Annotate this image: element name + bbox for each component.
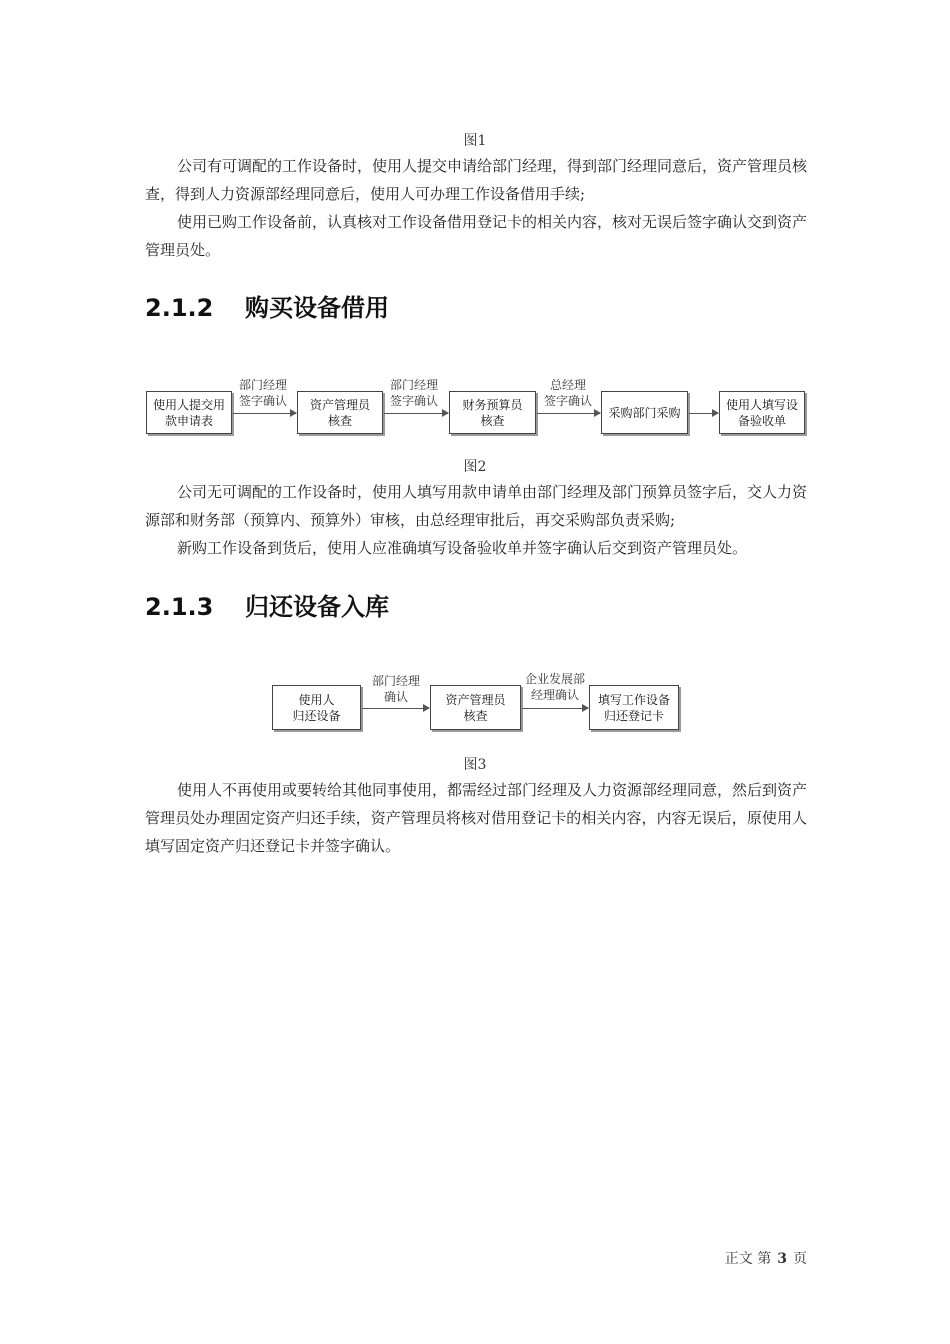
flow-box: 资产管理员 核查 <box>297 391 383 434</box>
flow-arrow <box>233 413 296 414</box>
flow-box: 使用人提交用 款申请表 <box>146 391 232 434</box>
flow-box: 使用人 归还设备 <box>272 685 361 730</box>
paragraph: 使用人不再使用或要转给其他同事使用，都需经过部门经理及人力资源部经理同意，然后到资产管理员处办理固定资产归还手续，资产管理员将核对借用登记卡的相关内容，内容无误后，原使用人填写固定资产归还登记卡并签字确认。 <box>145 781 808 855</box>
flow-arrow-label: 企业发展部 经理确认 <box>524 672 585 702</box>
page-footer <box>725 1248 807 1268</box>
flow-arrow <box>384 413 448 414</box>
section-heading-2-1-2 <box>145 288 389 323</box>
paragraph: 公司无可调配的工作设备时，使用人填写用款申请单由部门经理及部门预算员签字后，交人力资源部和财务部（预算内、预算外）审核，由总经理审批后，再交采购部负责采购; <box>145 483 808 529</box>
footer-prefix: 正文 第 <box>724 1251 772 1267</box>
paragraph: 使用已购工作设备前，认真核对工作设备借用登记卡的相关内容，核对无误后签字确认交到资产管理员处。 <box>145 213 808 259</box>
figure-3-caption: 图3 <box>463 757 487 773</box>
section-2-body <box>145 478 807 562</box>
flow-arrow <box>362 708 429 709</box>
section-heading-2-1-3 <box>145 587 389 622</box>
flow-arrow <box>537 413 600 414</box>
section-title: 归还设备入库 <box>245 593 389 621</box>
figure-1-caption: 图1 <box>463 133 487 149</box>
paragraph: 公司有可调配的工作设备时，使用人提交申请给部门经理，得到部门经理同意后，资产管理员核查，得到人力资源部经理同意后，使用人可办理工作设备借用手续; <box>145 157 808 203</box>
flow-arrow-label: 部门经理 签字确认 <box>238 378 287 408</box>
flow-box: 填写工作设备 归还登记卡 <box>589 685 679 730</box>
figure-2-caption: 图2 <box>463 459 487 475</box>
flow-arrow-label: 部门经理 确认 <box>371 674 420 704</box>
flow-arrow-label: 部门经理 签字确认 <box>389 378 438 408</box>
section-number: 2.1.2 <box>145 294 214 322</box>
flow-box: 采购部门采购 <box>601 391 688 434</box>
paragraph: 新购工作设备到货后，使用人应准确填写设备验收单并签字确认后交到资产管理员处。 <box>177 539 748 557</box>
flow-arrow <box>689 413 718 414</box>
section-number: 2.1.3 <box>145 593 214 621</box>
section-3-body <box>145 776 807 860</box>
flow-box: 使用人填写设 备验收单 <box>719 391 805 434</box>
page-number: 3 <box>777 1251 787 1267</box>
footer-suffix: 页 <box>793 1251 807 1267</box>
flow-arrow-label: 总经理 签字确认 <box>543 378 592 408</box>
flow-arrow <box>522 708 588 709</box>
section-1-body <box>145 152 807 264</box>
flow-box: 财务预算员 核查 <box>449 391 536 434</box>
section-title: 购买设备借用 <box>245 294 389 322</box>
flow-box: 资产管理员 核查 <box>430 685 521 730</box>
